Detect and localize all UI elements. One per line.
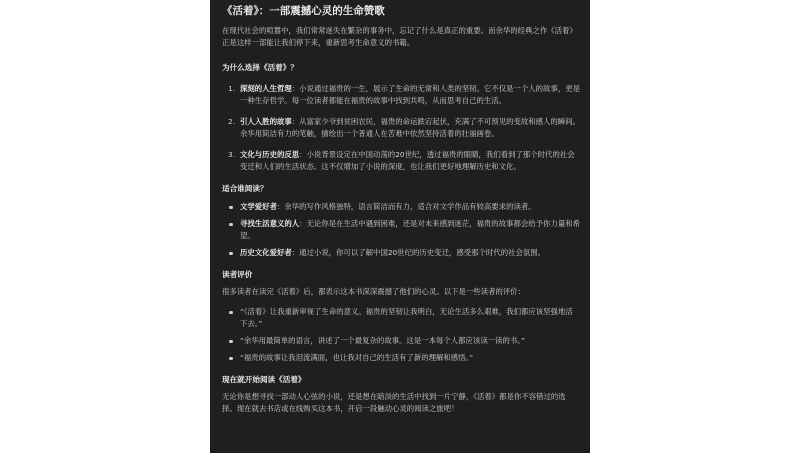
item-text: ：余华的写作风格独特，语言简洁而有力，适合对文学作品有较高要求的读者。	[276, 202, 536, 211]
bullet-icon	[229, 206, 233, 210]
reviews-list	[222, 306, 580, 364]
item-number: 1.	[228, 84, 236, 93]
item-text: ：从富家少爷到贫困农民，福贵的命运跌宕起伏，充满了不可预见的变故和感人的瞬间。余华用简洁有力的笔触，描绘出一个普通人在苦难中依然坚持活着的壮丽画卷。	[240, 117, 580, 138]
item-text: ：小说通过福贵的一生，展示了生命的无常和人类的坚韧。它不仅是一个人的故事，更是一种生存哲学。每一位读者都能在福贵的故事中找到共鸣，从而思考自己的生活。	[240, 84, 580, 105]
review-text: “《活着》让我重新审视了生命的意义。福贵的坚韧让我明白，无论生活多么艰难，我们都应该坚强地活下去。”	[240, 307, 573, 328]
review-item	[222, 335, 580, 347]
audience-heading: 适合谁阅读？	[222, 184, 268, 193]
item-label: 深刻的人生哲理	[240, 84, 292, 93]
audience-item	[222, 201, 580, 213]
review-item	[222, 352, 580, 364]
item-label: 寻找生活意义的人	[240, 219, 300, 228]
item-text: ：小说背景设定在中国动荡的20世纪，透过福贵的眼睛，我们看到了那个时代的社会变迁和人们的生活状态。这不仅增加了小说的深度，也让我们更好地理解历史和文化。	[240, 150, 575, 171]
bullet-icon	[229, 223, 233, 227]
bullet-icon	[229, 311, 233, 315]
why-item	[222, 149, 580, 173]
item-number: 3.	[228, 150, 236, 159]
review-item	[222, 306, 580, 330]
item-label: 文学爱好者	[240, 202, 277, 211]
reviews-intro: 很多读者在读完《活着》后，都表示这本书深深震撼了他们的心灵。以下是一些读者的评价：	[222, 287, 526, 296]
why-heading: 为什么选择《活着》？	[222, 63, 298, 72]
item-label: 引人入胜的故事	[240, 117, 292, 126]
bullet-icon	[229, 340, 233, 344]
item-label: 历史文化爱好者	[240, 248, 292, 257]
intro-paragraph: 在现代社会的喧嚣中，我们常常迷失在繁杂的事务中，忘记了什么是真正的重要。而余华的经典之作《活着》正是这样一部能让我们停下来，重新思考生命意义的书籍。	[222, 26, 577, 47]
bullet-icon	[229, 252, 233, 256]
item-number: 2.	[228, 117, 236, 126]
review-text: “余华用最简单的语言，讲述了一个最复杂的故事。这是一本每个人都应该读一读的书。”	[240, 336, 525, 345]
cta-heading: 现在就开始阅读《活着》	[222, 375, 306, 384]
why-item	[222, 83, 580, 107]
reviews-heading: 读者评价	[222, 270, 253, 279]
item-text: ：无论你是在生活中遇到困难，还是对未来感到迷茫，福贵的故事都会给予你力量和希望。	[240, 219, 580, 240]
item-label: 文化与历史的反思	[240, 150, 300, 159]
item-text: ：通过小说，你可以了解中国20世纪的历史变迁，感受那个时代的社会氛围。	[291, 248, 546, 257]
article-panel	[210, 0, 590, 453]
why-item	[222, 116, 580, 140]
article-title: 《活着》：一部震撼心灵的生命赞歌	[222, 5, 385, 17]
review-text: “福贵的故事让我泪流满面，也让我对自己的生活有了新的理解和感悟。”	[240, 353, 474, 362]
audience-item	[222, 218, 580, 242]
bullet-icon	[229, 357, 233, 361]
audience-list	[222, 201, 580, 259]
audience-item	[222, 247, 580, 259]
cta-paragraph: 无论你是想寻找一部动人心弦的小说，还是想在暗淡的生活中找到一片宁静，《活着》都是你不容错过的选择。现在就去书店或在线购买这本书，开启一段触动心灵的阅读之旅吧！	[222, 392, 566, 413]
why-list	[222, 83, 580, 173]
